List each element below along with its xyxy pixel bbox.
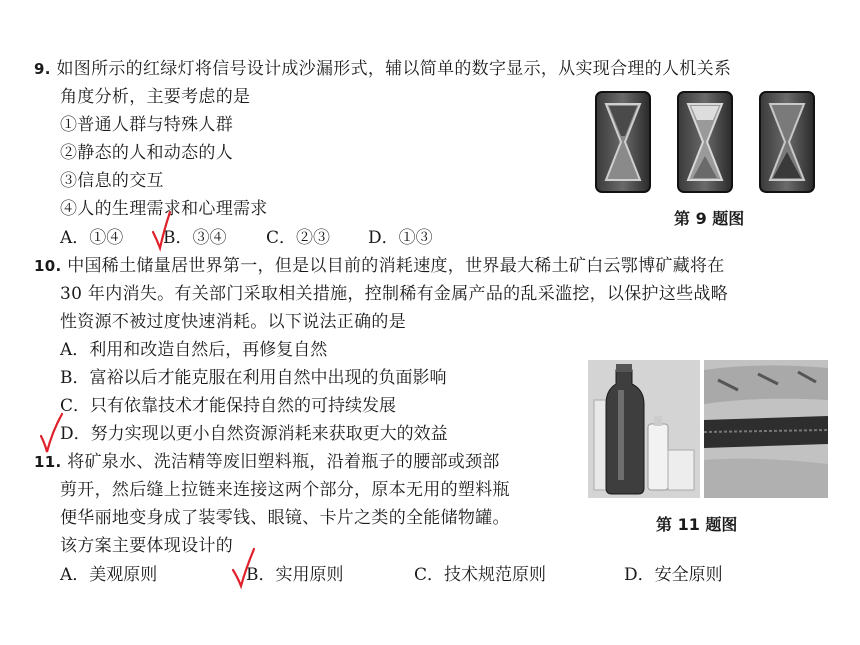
q11-number: 11.	[34, 453, 62, 471]
q10-stem-line3: 性资源不被过度快速消耗。以下说法正确的是	[60, 312, 406, 332]
q10-option-d: D．努力实现以更小自然资源消耗来获取更大的效益	[60, 424, 448, 444]
q9-item-4: ④人的生理需求和心理需求	[60, 199, 268, 219]
q11-option-c: C．技术规范原则	[414, 565, 547, 585]
q9-stem-line2: 角度分析，主要考虑的是	[60, 87, 251, 107]
q9-hourglass-figure	[592, 90, 822, 198]
q9-stem-line1: 9. 如图所示的红绿灯将信号设计成沙漏形式，辅以简单的数字显示，从实现合理的人机关系	[34, 59, 732, 79]
q11-bottle-figure	[588, 360, 828, 498]
q11-option-d: D．安全原则	[624, 565, 723, 585]
q9-check-mark-icon	[150, 210, 174, 252]
hourglass-light-3	[760, 92, 814, 192]
q10-check-mark-icon	[38, 410, 66, 456]
q11-option-b: B．实用原则	[246, 565, 344, 585]
q11-stem-line2: 剪开，然后缝上拉链来连接这两个部分，原本无用的塑料瓶	[60, 480, 510, 500]
q9-option-a: A．①④	[60, 228, 124, 248]
bottles-photo	[588, 360, 700, 498]
q9-option-b: B．③④	[163, 228, 227, 248]
q10-option-c: C．只有依靠技术才能保持自然的可持续发展	[60, 396, 397, 416]
q9-item-3: ③信息的交互	[60, 171, 164, 191]
q9-option-d: D．①③	[368, 228, 433, 248]
q9-option-c: C．②③	[266, 228, 331, 248]
q11-stem-line1: 11. 将矿泉水、洗洁精等废旧塑料瓶，沿着瓶子的腰部或颈部	[34, 452, 500, 472]
q11-check-mark-icon	[230, 546, 260, 590]
q11-figure-caption: 第 11 题图	[656, 515, 738, 534]
q10-number: 10.	[34, 257, 62, 275]
q11-stem-line4: 该方案主要体现设计的	[60, 536, 233, 556]
q10-option-b: B．富裕以后才能克服在利用自然中出现的负面影响	[60, 368, 447, 388]
q10-stem-line1: 10. 中国稀土储量居世界第一，但是以目前的消耗速度，世界最大稀土矿白云鄂博矿藏将在	[34, 256, 725, 276]
q11-stem-line3: 便华丽地变身成了装零钱、眼镜、卡片之类的全能储物罐。	[60, 508, 510, 528]
q10-stem-line2: 30 年内消失。有关部门采取相关措施，控制稀有金属产品的乱采滥挖，以保护这些战略	[60, 284, 729, 304]
q9-item-2: ②静态的人和动态的人	[60, 143, 233, 163]
zipper-photo	[704, 360, 828, 498]
hourglass-light-2	[678, 92, 732, 192]
hourglass-light-1	[596, 92, 650, 192]
q11-option-a: A．美观原则	[60, 565, 158, 585]
q9-figure-caption: 第 9 题图	[674, 209, 745, 228]
q10-option-a: A．利用和改造自然后，再修复自然	[60, 340, 328, 360]
q9-item-1: ①普通人群与特殊人群	[60, 115, 233, 135]
q9-number: 9.	[34, 60, 51, 78]
